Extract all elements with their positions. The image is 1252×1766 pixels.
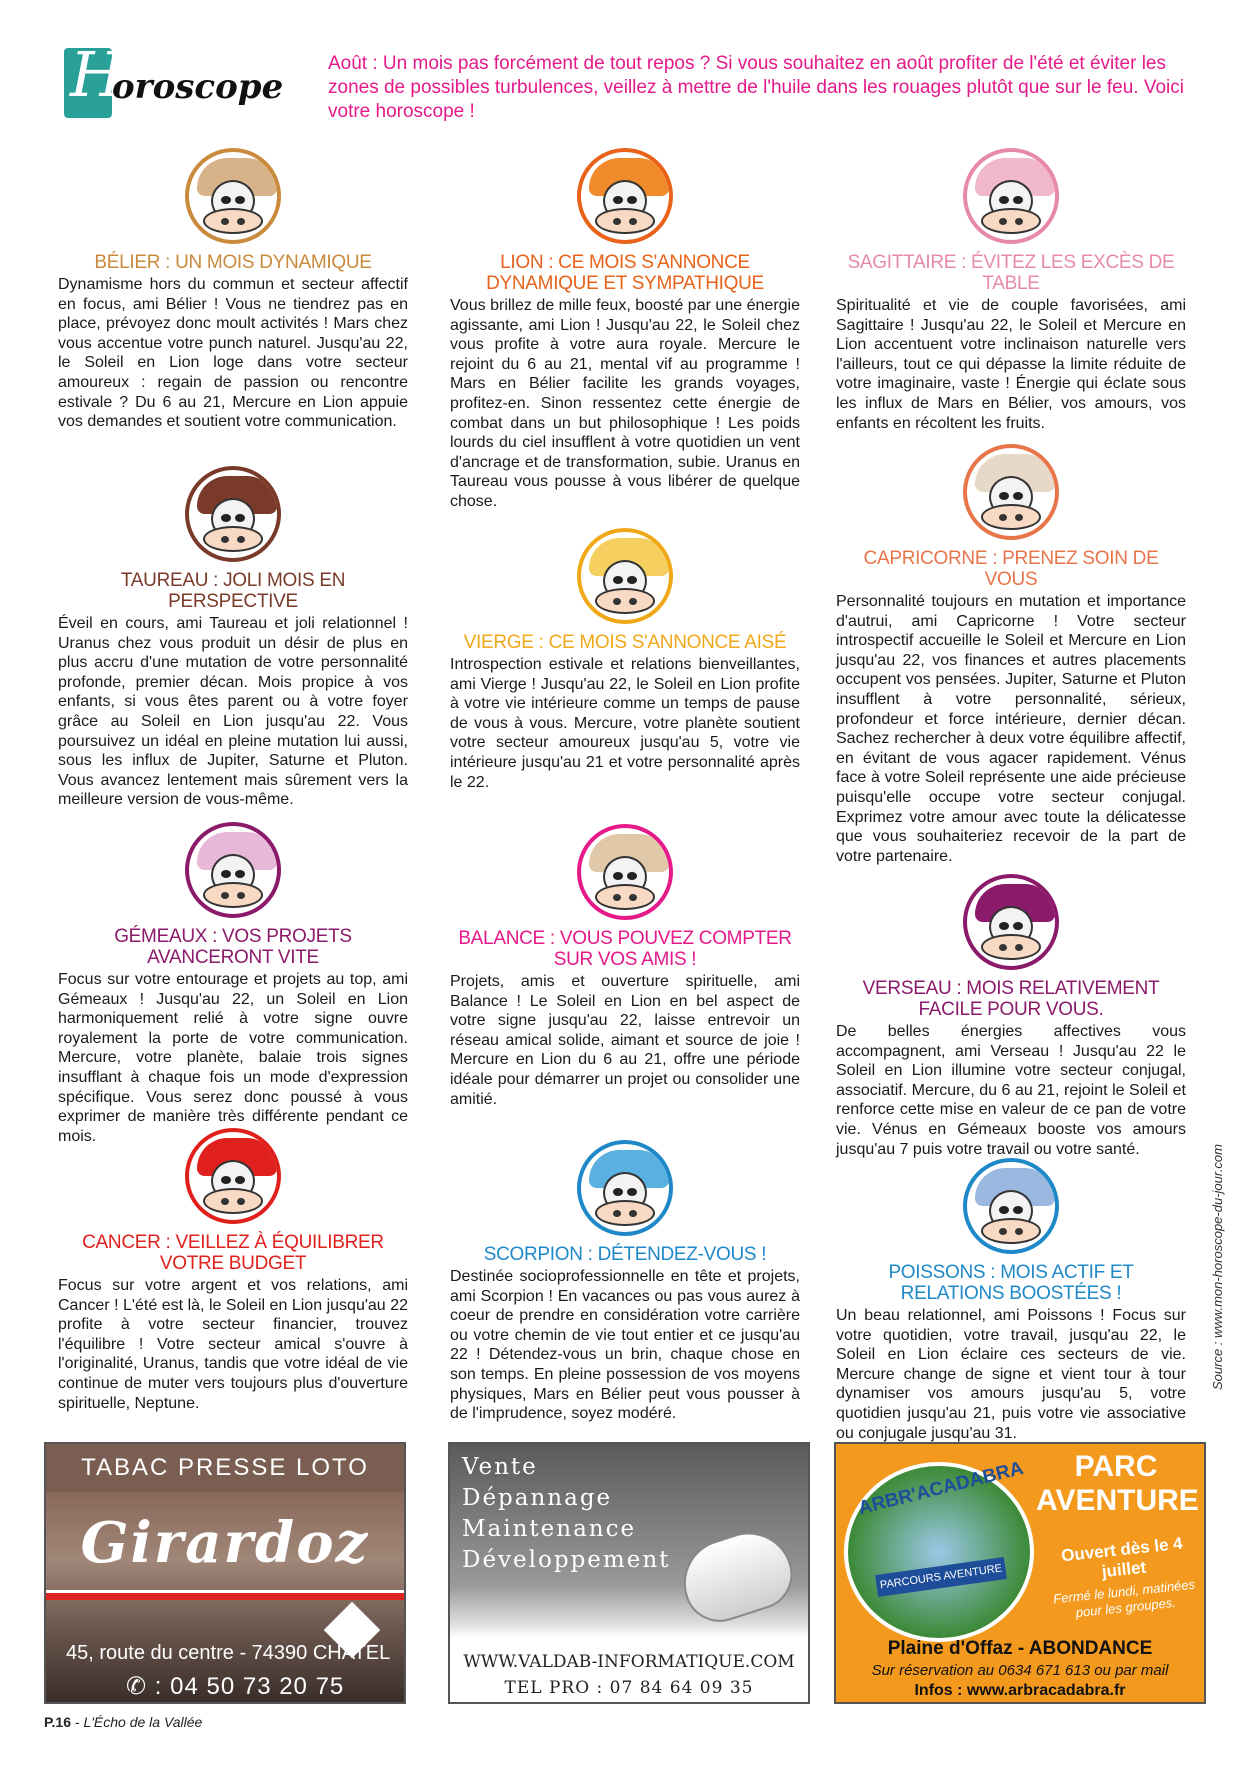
ad-valdab-line: Dépannage (462, 1485, 613, 1511)
lion-avatar (577, 148, 673, 244)
scorpion-avatar (577, 1140, 673, 1236)
ad-arbra-headline: PARC AVENTURE (1036, 1450, 1199, 1517)
sign-sagittaire (836, 148, 1186, 433)
lion-text: Vous brillez de mille feux, boosté par une énergie agissante, ami Lion ! Jusqu'au 22, le Soleil chez vous profite à votre aura royale. Mercure le rejoint du 6 au 21, mental vif au programme ! Mars en Bélier facilite les grands voyages, profitez-en. Sinon ressentez cette énergie de combat dans un but philosophique ! Les poids lourds du ciel insufflent à votre quotidien un vent d'ancrage et de transformation, subie. Uranus en Taureau vous pousse à vous libérer de quelque chose. (450, 297, 800, 510)
gemeaux-text: Focus sur votre entourage et projets au top, ami Gémeaux ! Jusqu'au 22, un Soleil en Lion harmoniquement relié à votre signe ouvre royalement la porte de votre communication. Mercure, votre planète, balaie trois signes insufflant à chaque fois un mode d'expression spécifique. Vous serez donc poussé à vous exprimer de manière très différente pendant ce mois. (58, 971, 408, 1145)
sign-scorpion (450, 1140, 800, 1424)
sign-verseau (836, 874, 1186, 1159)
sagittaire-text: Spiritualité et vie de couple favorisées, ami Sagittaire ! Jusqu'au 22, le Soleil et Mercure en Lion accentuent votre inclinaison naturelle vers l'ailleurs, tout ce qui dépasse la limite réduite de votre imaginaire, vaste ! Énergie qui éclate sous les influx de Mars en Bélier, vos amours, vos enfants en récoltent les fruits. (836, 297, 1186, 432)
vierge-text: Introspection estivale et relations bienveillantes, ami Vierge ! Jusqu'au 22, le Soleil en Lion profite à votre vie intérieure comme un temps de pause de vous à vous. Mercure, votre planète soutient votre secteur amoureux jusqu'au 5, votre vie intérieure jusqu'au 21 et votre personnalité après le 22. (450, 656, 800, 791)
ad-arbra-closed: Fermé le lundi, matinées pour les groupes. (1052, 1576, 1196, 1621)
verseau-avatar (963, 874, 1059, 970)
cancer-title: CANCER : VEILLEZ À ÉQUILIBRER VOTRE BUDGET (82, 1232, 384, 1274)
scorpion-text: Destinée socioprofessionnelle en tête et projets, ami Scorpion ! En vacances ou pas vous aurez à coeur de prendre en considération votre carrière ou votre chemin de vie tout entier et ce jusqu'au 22 ! Détendez-vous un brin, chaque chose en son temps. En pleine possession de vos moyens physiques, Mars en Bélier peut vous pousser à de l'imprudence, soyez modéré. (450, 1268, 800, 1423)
gemeaux-title: GÉMEAUX : VOS PROJETS AVANCERONT VITE (114, 926, 352, 968)
intro-text: Août : Un mois pas forcément de tout repos ? Si vous souhaitez en août profiter de l'été et éviter les zones de possibles turbulences, veillez à mettre de l'huile dans les rouages plutôt que sur le feu. Voici votre horoscope ! (328, 53, 1184, 122)
belier-title: BÉLIER : UN MOIS DYNAMIQUE (94, 252, 372, 273)
ad-tabac-phone: ✆ : 04 50 73 20 75 (126, 1673, 345, 1700)
capricorne-title: CAPRICORNE : PRENEZ SOIN DE VOUS (863, 548, 1159, 590)
computer-mouse-icon (672, 1521, 801, 1631)
ad-arbracadabra[interactable] (834, 1442, 1206, 1704)
ad-tabac-stripe (46, 1590, 404, 1600)
logo-initial: H (70, 38, 125, 111)
ad-valdab-phone: TEL PRO : 07 84 64 09 35 (504, 1678, 754, 1698)
poissons-title: POISSONS : MOIS ACTIF ET RELATIONS BOOSTÉES ! (888, 1262, 1134, 1304)
sign-taureau (58, 466, 408, 810)
vierge-title: VIERGE : CE MOIS S'ANNONCE AISÉ (463, 632, 787, 653)
ad-tabac-name: Girardoz (80, 1510, 370, 1576)
scorpion-title: SCORPION : DÉTENDEZ-VOUS ! (483, 1244, 767, 1265)
ad-tabac-address: 45, route du centre - 74390 CHATEL (66, 1642, 391, 1664)
ad-arbra-reservation: Sur réservation au 0634 671 613 ou par mail (871, 1662, 1169, 1679)
ad-valdab-line: Maintenance (462, 1516, 637, 1542)
sign-gemeaux (58, 822, 408, 1146)
vierge-avatar (577, 528, 673, 624)
cancer-text: Focus sur votre argent et vos relations, ami Cancer ! L'été est là, le Soleil en Lion jusqu'au 22 profite à votre secteur financier, trouvez l'équilibre ! Votre secteur amical s'ouvre à l'originalité, Uranus, tandis que votre idéal de vie continue de muter vers toujours plus d'ouverture spirituelle, Neptune. (58, 1277, 408, 1412)
sign-capricorne (836, 444, 1186, 866)
taureau-text: Éveil en cours, ami Taureau et joli relationnel ! Uranus chez vous produit un désir de plus en plus accru d'une mutation de votre personnalité profonde, premier décan. Mois propice à vos enfants, si vous êtes parent ou à votre foyer grâce au Soleil en Lion jusqu'au 22. Vous poursuivez un idéal en pleine mutation lui aussi, sous les influx de Jupiter, Saturne et Pluton. Vous avancez lentement mais sûrement vers la meilleure version de vous-même. (58, 615, 408, 809)
page-footer (44, 1714, 202, 1730)
ad-arbra-place: Plaine d'Offaz - ABONDANCE (887, 1638, 1153, 1659)
source-credit: Source : www.mon-horoscope-du-jour.com (1210, 1144, 1225, 1390)
ad-valdab-informatique[interactable] (448, 1442, 810, 1704)
sign-cancer (58, 1128, 408, 1413)
ad-arbra-infos[interactable]: Infos : www.arbracadabra.fr (914, 1682, 1126, 1699)
sign-belier (58, 148, 408, 432)
verseau-title: VERSEAU : MOIS RELATIVEMENT FACILE POUR VOUS. (862, 978, 1160, 1020)
sign-lion (450, 148, 800, 512)
sagittaire-title: SAGITTAIRE : ÉVITEZ LES EXCÈS DE TABLE (847, 252, 1175, 294)
ad-tabac-heading: TABAC PRESSE LOTO (81, 1454, 369, 1481)
capricorne-text: Personnalité toujours en mutation et importance d'autrui, ami Capricorne ! Votre secteur introspectif accueille le Soleil et Mercure en Lion jusqu'au 22, vos finances et autres placements occupent vos pensées. Jupiter, Saturne et Pluton insufflent à votre personnalité, sérieux, profondeur et force intérieure, dernier décan. Sachez rechercher à deux votre équilibre affectif, en évitant de vous agacer rapidement. Vénus face à votre Soleil représente une aide précieuse puisqu'elle occupe votre secteur conjugal. Exprimez votre amour avec toute la délicatesse que vous souhaiteriez recevoir de la part de votre partenaire. (836, 593, 1186, 865)
sign-vierge (450, 528, 800, 792)
poissons-avatar (963, 1158, 1059, 1254)
gemeaux-avatar (185, 822, 281, 918)
balance-title: BALANCE : VOUS POUVEZ COMPTER SUR VOS AMIS ! (458, 928, 792, 970)
page-number: P.16 (44, 1714, 71, 1730)
ad-arbra-opening: Ouvert dès le 4 juillet (1060, 1533, 1184, 1582)
verseau-text: De belles énergies affectives vous accompagnent, ami Verseau ! Jusqu'au 22 le Soleil en Lion illumine votre secteur conjugal, associatif. Mercure, du 6 au 21, rejoint le Soleil et renforce cette mise en valeur de ce pan de votre vie. Vénus en Gémeaux booste vos amours jusqu'au 7 puis votre travail ou votre santé. (836, 1023, 1186, 1158)
cancer-avatar (185, 1128, 281, 1224)
logo-title: oroscope (112, 67, 284, 107)
ad-valdab-line: Développement (462, 1547, 671, 1573)
ad-valdab-services (462, 1452, 670, 1576)
publication-name: - L'Écho de la Vallée (71, 1714, 203, 1730)
taureau-title: TAUREAU : JOLI MOIS EN PERSPECTIVE (120, 570, 346, 612)
balance-avatar (577, 824, 673, 920)
taureau-avatar (185, 466, 281, 562)
lion-title: LION : CE MOIS S'ANNONCE DYNAMIQUE ET SYMPATHIQUE (486, 252, 764, 294)
belier-text: Dynamisme hors du commun et secteur affectif en focus, ami Bélier ! Vous ne tiendrez pas en place, prévoyez donc moult activités ! Mars chez vous accentue votre punch naturel. Jusqu'au 22, le Soleil en Lion loge dans votre secteur amoureux : regain de passion ou rencontre estivale ? Du 6 au 21, Mercure en Lion appuie vos demandes et soutient votre communication. (58, 276, 408, 431)
sign-poissons (836, 1158, 1186, 1443)
ad-tabac-girardoz[interactable] (44, 1442, 406, 1704)
poissons-text: Un beau relationnel, ami Poissons ! Focus sur votre quotidien, votre travail, jusqu'au 22, le Soleil en Lion éclaire ces secteurs de vie. Mercure change de signe et vient tour à tour dynamiser vos amours jusqu'au 5, votre quotidien jusqu'au 21, puis votre vie associative ou conjugale jusqu'au 31. (836, 1307, 1186, 1442)
ad-valdab-line: Vente (462, 1454, 538, 1480)
ad-arbra-ribbon: PARCOURS AVENTURE (875, 1557, 1007, 1597)
belier-avatar (185, 148, 281, 244)
capricorne-avatar (963, 444, 1059, 540)
sagittaire-avatar (963, 148, 1059, 244)
sign-balance (450, 824, 800, 1109)
ad-valdab-url[interactable]: WWW.VALDAB-INFORMATIQUE.COM (463, 1652, 795, 1672)
balance-text: Projets, amis et ouverture spirituelle, ami Balance ! Le Soleil en Lion en bel aspect de votre signe jusqu'au 22, laisse entrevoir un réseau amical solide, aimant et source de joie ! Mercure en Lion du 6 au 21, offre une période idéale pour démarrer un projet ou consolider une amitié. (450, 973, 800, 1108)
ad-arbra-brand: ARBR'ACADABRA (856, 1457, 1026, 1520)
